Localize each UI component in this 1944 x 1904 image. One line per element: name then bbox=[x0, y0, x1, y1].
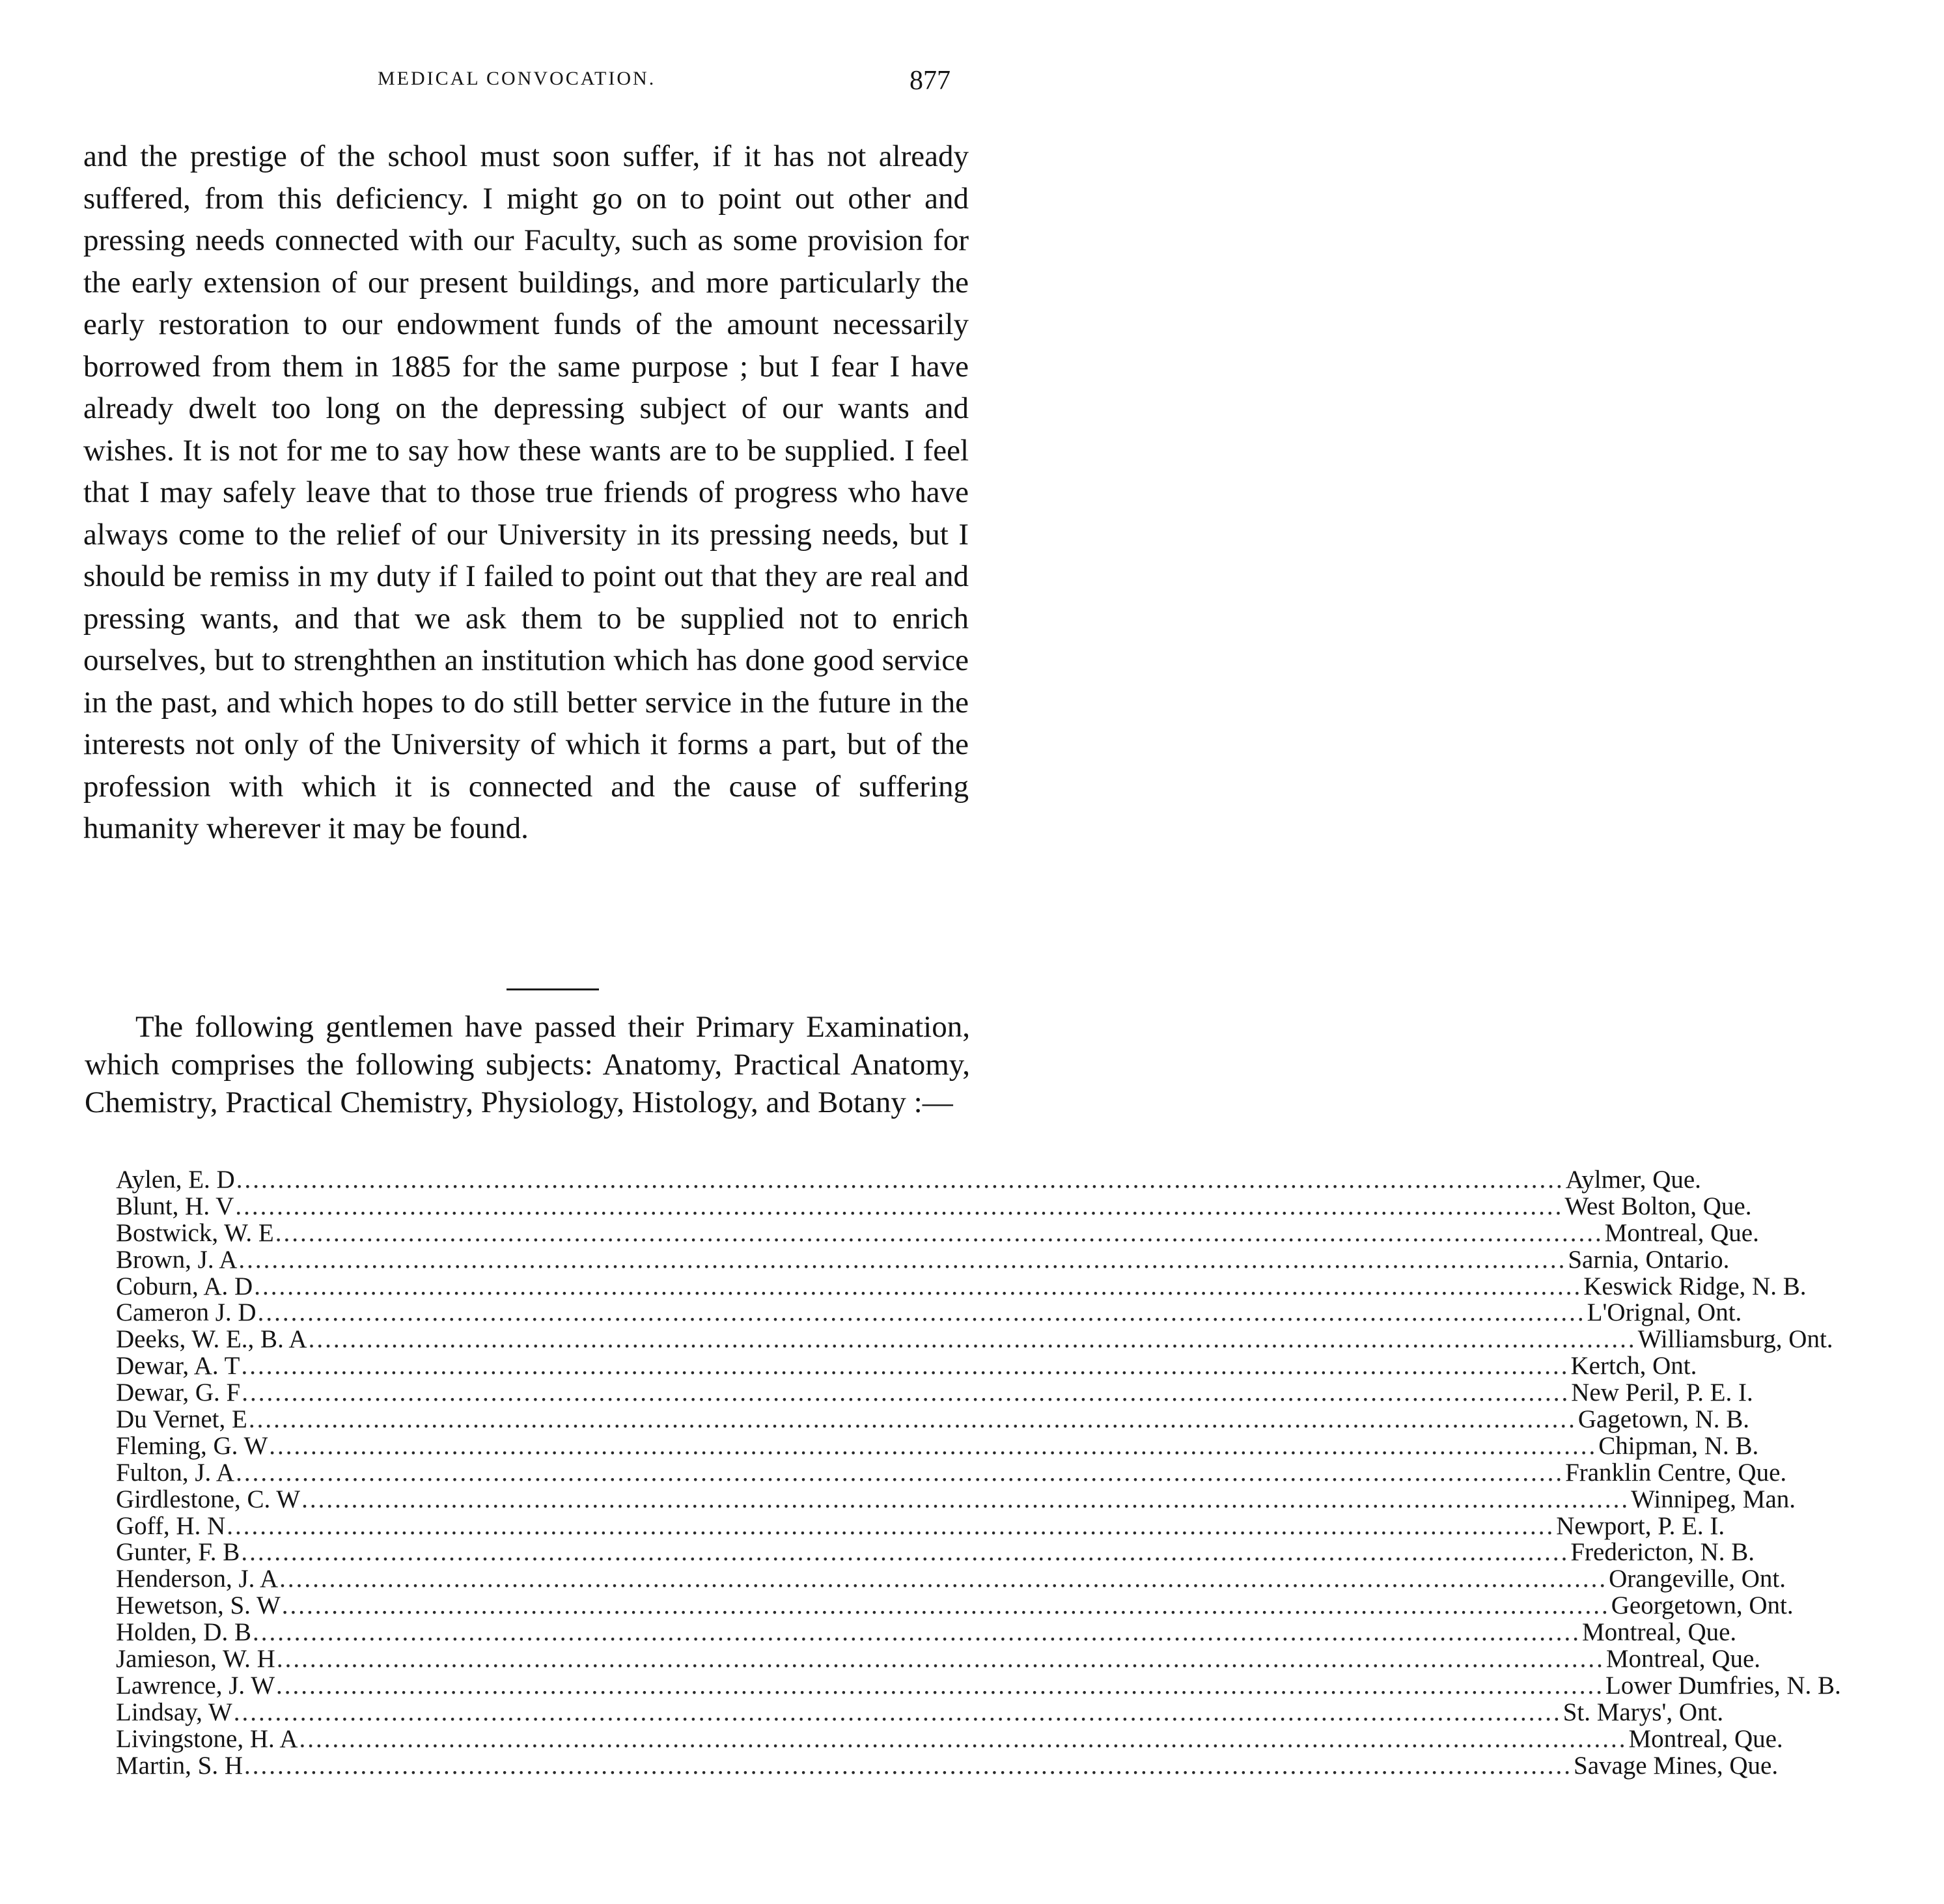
graduate-place: Sarnia, Ontario. bbox=[1568, 1245, 1730, 1274]
graduate-name: Du Vernet, E bbox=[116, 1405, 247, 1434]
graduate-name: Lindsay, W bbox=[116, 1698, 232, 1726]
leader-dots: ................................................................................................................................................................ bbox=[257, 1298, 1586, 1327]
leader-dots: ................................................................................................................................................................ bbox=[308, 1325, 1637, 1354]
graduate-name: Livingstone, H. A bbox=[116, 1724, 298, 1753]
list-item bbox=[116, 1272, 1807, 1300]
list-item bbox=[116, 1565, 1786, 1593]
examination-intro: The following gentlemen have passed their Primary Examination, which comprises the following subjects: Anatomy, Practical Anatomy, Chemistry, Practical Chemistry, Physiology, Histology, and Botany :— bbox=[85, 1010, 970, 1119]
list-item bbox=[116, 1218, 1759, 1247]
leader-dots: ................................................................................................................................................................ bbox=[244, 1751, 1572, 1780]
graduate-name: Dewar, A. T bbox=[116, 1352, 240, 1380]
list-item bbox=[116, 1245, 1730, 1274]
running-head: MEDICAL CONVOCATION. bbox=[378, 68, 656, 89]
body-paragraph-block bbox=[83, 135, 969, 850]
graduate-name: Goff, H. N bbox=[116, 1511, 226, 1540]
leader-dots: ................................................................................................................................................................ bbox=[254, 1272, 1583, 1300]
graduate-place: New Peril, P. E. I. bbox=[1571, 1379, 1753, 1407]
leader-dots: ................................................................................................................................................................ bbox=[275, 1218, 1604, 1247]
section-divider bbox=[507, 988, 599, 990]
leader-dots: ................................................................................................................................................................ bbox=[279, 1565, 1608, 1593]
leader-dots: ................................................................................................................................................................ bbox=[238, 1245, 1567, 1274]
list-item bbox=[116, 1298, 1742, 1327]
graduate-place: Aylmer, Que. bbox=[1565, 1166, 1701, 1194]
graduate-name: Fleming, G. W bbox=[116, 1431, 268, 1460]
leader-dots: ................................................................................................................................................................ bbox=[276, 1671, 1604, 1700]
leader-dots: ................................................................................................................................................................ bbox=[276, 1645, 1605, 1673]
list-item bbox=[116, 1645, 1761, 1673]
graduate-name: Coburn, A. D bbox=[116, 1272, 253, 1300]
list-item bbox=[116, 1698, 1724, 1726]
graduate-name: Lawrence, J. W bbox=[116, 1671, 275, 1700]
leader-dots: ................................................................................................................................................................ bbox=[227, 1511, 1555, 1540]
graduate-place: Newport, P. E. I. bbox=[1556, 1511, 1725, 1540]
leader-dots: ................................................................................................................................................................ bbox=[236, 1166, 1564, 1194]
graduate-name: Jamieson, W. H bbox=[116, 1645, 275, 1673]
list-item bbox=[116, 1325, 1833, 1354]
graduate-place: Keswick Ridge, N. B. bbox=[1583, 1272, 1807, 1300]
graduate-place: Chipman, N. B. bbox=[1598, 1431, 1759, 1460]
graduate-name: Aylen, E. D bbox=[116, 1166, 235, 1194]
graduate-place: Montreal, Que. bbox=[1605, 1645, 1761, 1673]
page-number: 877 bbox=[910, 66, 951, 96]
graduate-name: Holden, D. B bbox=[116, 1618, 251, 1647]
list-item bbox=[116, 1458, 1787, 1487]
leader-dots: ................................................................................................................................................................ bbox=[235, 1192, 1564, 1220]
graduate-place: Montreal, Que. bbox=[1604, 1218, 1759, 1247]
list-item bbox=[116, 1591, 1794, 1620]
graduate-place: St. Marys', Ont. bbox=[1562, 1698, 1724, 1726]
graduate-place: Gagetown, N. B. bbox=[1577, 1405, 1750, 1434]
graduate-name: Bostwick, W. E bbox=[116, 1218, 274, 1247]
graduate-place: Fredericton, N. B. bbox=[1570, 1538, 1755, 1567]
graduate-place: Montreal, Que. bbox=[1582, 1618, 1737, 1647]
leader-dots: ................................................................................................................................................................ bbox=[241, 1352, 1570, 1380]
leader-dots: ................................................................................................................................................................ bbox=[236, 1458, 1564, 1487]
graduate-name: Deeks, W. E., B. A bbox=[116, 1325, 307, 1354]
list-item bbox=[116, 1618, 1737, 1647]
graduate-place: L'Orignal, Ont. bbox=[1587, 1298, 1742, 1327]
list-item bbox=[116, 1724, 1783, 1753]
list-item bbox=[116, 1352, 1697, 1380]
leader-dots: ................................................................................................................................................................ bbox=[301, 1485, 1630, 1513]
leader-dots: ................................................................................................................................................................ bbox=[281, 1591, 1610, 1620]
page-header bbox=[378, 65, 951, 104]
graduate-place: Savage Mines, Que. bbox=[1574, 1751, 1779, 1780]
graduate-place: Williamsburg, Ont. bbox=[1637, 1325, 1833, 1354]
graduate-name: Girdlestone, C. W bbox=[116, 1485, 301, 1513]
list-item bbox=[116, 1192, 1752, 1220]
body-paragraph: and the prestige of the school must soon suffer, if it has not already suffered, from this deficiency. I might go on to point out other and pressing needs connected with our Faculty, such as some provision for the early extension of our present buildings, and more particularly the early restoration to our endowment funds of the amount necessarily borrowed from them in 1885 for the same purpose ; but I fear I have already dwelt too long on the depressing subject of our wants and wishes. It is not for me to say how these wants are to be supplied. I feel that I may safely leave that to those true friends of progress who have always come to the relief of our University in its pressing needs, but I should be remiss in my duty if I failed to point out that they are real and pressing wants, and that we ask them to be supplied not to enrich ourselves, but to strenghthen an institution which has done good service in the past, and which hopes to do still better service in the future in the interests not only of the University of which it forms a part, but of the profession with which it is connected and the cause of suffering humanity wherever it may be found. bbox=[83, 139, 969, 845]
list-item bbox=[116, 1511, 1725, 1540]
graduate-place: Kertch, Ont. bbox=[1570, 1352, 1697, 1380]
graduate-name: Hewetson, S. W bbox=[116, 1591, 281, 1620]
graduate-place: Winnipeg, Man. bbox=[1631, 1485, 1796, 1513]
graduate-place: West Bolton, Que. bbox=[1564, 1192, 1752, 1220]
list-item bbox=[116, 1538, 1755, 1567]
leader-dots: ................................................................................................................................................................ bbox=[269, 1431, 1598, 1460]
list-item bbox=[116, 1671, 1841, 1700]
list-item bbox=[116, 1166, 1701, 1194]
graduate-name: Fulton, J. A bbox=[116, 1458, 235, 1487]
graduate-place: Lower Dumfries, N. B. bbox=[1605, 1671, 1841, 1700]
leader-dots: ................................................................................................................................................................ bbox=[253, 1618, 1581, 1647]
leader-dots: ................................................................................................................................................................ bbox=[233, 1698, 1562, 1726]
graduate-list bbox=[116, 1166, 1841, 1780]
leader-dots: ................................................................................................................................................................ bbox=[299, 1724, 1628, 1753]
graduate-place: Montreal, Que. bbox=[1628, 1724, 1783, 1753]
graduate-place: Franklin Centre, Que. bbox=[1565, 1458, 1787, 1487]
leader-dots: ................................................................................................................................................................ bbox=[242, 1379, 1570, 1407]
list-item bbox=[116, 1751, 1779, 1780]
graduate-name: Cameron J. D bbox=[116, 1298, 257, 1327]
graduate-name: Martin, S. H bbox=[116, 1751, 243, 1780]
graduate-name: Henderson, J. A bbox=[116, 1565, 279, 1593]
list-item bbox=[116, 1485, 1796, 1513]
list-item bbox=[116, 1405, 1750, 1434]
graduate-name: Blunt, H. V bbox=[116, 1192, 234, 1220]
graduate-name: Gunter, F. B bbox=[116, 1538, 240, 1567]
graduate-place: Orangeville, Ont. bbox=[1609, 1565, 1786, 1593]
list-item bbox=[116, 1431, 1759, 1460]
list-item bbox=[116, 1379, 1753, 1407]
graduate-place: Georgetown, Ont. bbox=[1611, 1591, 1794, 1620]
leader-dots: ................................................................................................................................................................ bbox=[241, 1538, 1570, 1567]
graduate-name: Dewar, G. F bbox=[116, 1379, 241, 1407]
examination-intro-block bbox=[85, 1008, 970, 1121]
leader-dots: ................................................................................................................................................................ bbox=[248, 1405, 1577, 1434]
graduate-name: Brown, J. A bbox=[116, 1245, 238, 1274]
